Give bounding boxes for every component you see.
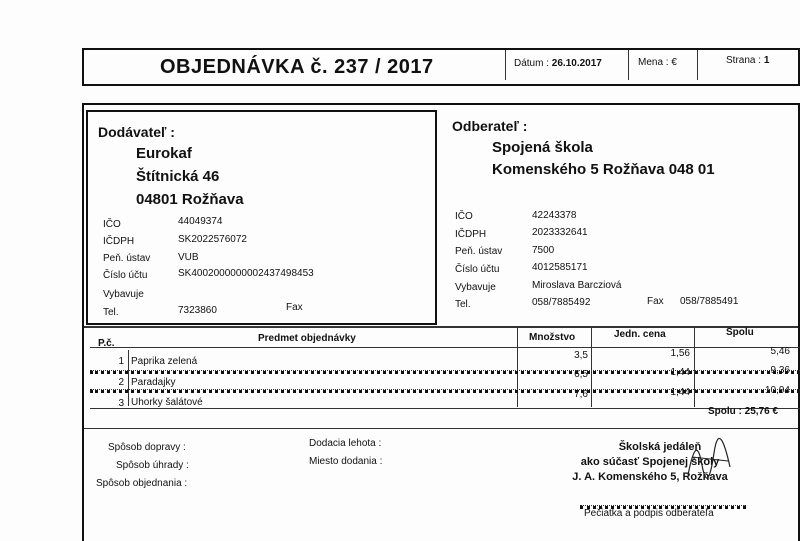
- total-separator-line: [84, 428, 798, 429]
- customer-name: Spojená škola: [492, 139, 593, 156]
- customer-icdph-value: 2023332641: [532, 227, 588, 238]
- date-value: 26.10.2017: [551, 58, 602, 69]
- stamp-line-2: ako súčasť Spojenej školy: [580, 456, 720, 468]
- table-row-3-total: 10,94: [764, 385, 790, 396]
- supplier-icdph-value: SK2022576072: [178, 234, 247, 245]
- header-divider: [628, 50, 629, 80]
- payment-label: Spôsob úhrady :: [116, 460, 189, 471]
- customer-account-label: Číslo účtu: [455, 264, 500, 275]
- table-row-3-item: Uhorky šalátové: [131, 397, 203, 408]
- supplier-contact-label: Vybavuje: [103, 289, 144, 300]
- col-header-qty: Množstvo: [529, 332, 576, 343]
- col-divider-total: [694, 327, 695, 407]
- header-divider: [505, 50, 506, 80]
- signature-scribble: [680, 435, 740, 485]
- customer-address: Komenského 5 Rožňava 048 01: [492, 161, 715, 178]
- delivery-place-label: Miesto dodania :: [309, 456, 383, 467]
- table-row-1-qty: 3,5: [574, 350, 588, 361]
- customer-tel-value: 058/7885492: [532, 297, 591, 308]
- currency-field: [638, 57, 677, 68]
- table-row-3-qty: 7,6: [574, 389, 588, 400]
- supplier-tel-value: 7323860: [178, 305, 217, 316]
- col-divider-no: [128, 350, 129, 406]
- customer-tel-label: Tel.: [455, 299, 471, 310]
- table-row-1-item: Paprika zelená: [131, 356, 198, 367]
- supplier-tel-label: Tel.: [103, 307, 119, 318]
- col-header-total: Spolu: [726, 327, 754, 338]
- customer-ico-value: 42243378: [532, 210, 577, 221]
- grand-total: [708, 406, 778, 417]
- table-row-1-price: 1,56: [670, 348, 690, 359]
- table-row-1-total: 5,46: [770, 346, 790, 357]
- delivery-place-label-text: Miesto dodania: [309, 456, 377, 467]
- col-divider-price: [591, 327, 592, 407]
- payment-label-text: Spôsob úhrady: [116, 460, 184, 471]
- table-row-2-item: Paradajky: [131, 377, 176, 388]
- table-row-2-price: 1,44: [670, 367, 690, 378]
- supplier-account-label: Číslo účtu: [103, 270, 148, 281]
- table-row-3-price: 1,44: [670, 387, 690, 398]
- supplier-name: Eurokaf: [136, 145, 192, 162]
- supplier-account-value: SK4002000000002437498453: [178, 268, 314, 279]
- customer-bank-label: Peň. ústav: [455, 246, 503, 257]
- signature-label: Pečiatka a podpis odberateľa: [584, 508, 714, 519]
- col-header-item: Predmet objednávky: [258, 333, 356, 344]
- col-header-price: Jedn. cena: [614, 329, 666, 340]
- stamp-line-1: Školská jedáleň: [618, 441, 702, 453]
- table-row-2-total: 9,36: [770, 365, 790, 376]
- transport-label: Spôsob dopravy :: [108, 442, 186, 453]
- grand-total-value: 25,76 €: [744, 406, 779, 417]
- table-row-1-no: 1: [118, 356, 124, 367]
- stamp-line-3: J. A. Komenského 5, Rožňava: [572, 471, 728, 483]
- customer-contact-label: Vybavuje: [455, 282, 496, 293]
- grand-total-label: Spolu :: [708, 406, 742, 417]
- currency-label: Mena :: [638, 57, 669, 68]
- supplier-heading: Dodávateľ :: [98, 124, 175, 140]
- table-row-2-no: 2: [118, 377, 124, 388]
- customer-contact-value: Miroslava Barcziová: [532, 280, 622, 291]
- page-value: 1: [763, 55, 770, 66]
- col-divider-qty: [517, 327, 518, 407]
- signature-line: [580, 505, 746, 509]
- col-header-no: P.č.: [98, 338, 115, 349]
- supplier-city: 04801 Rožňava: [136, 191, 244, 208]
- customer-fax-label: Fax: [647, 296, 664, 307]
- ordering-label-text: Spôsob objednania: [96, 478, 182, 489]
- supplier-bank-label: Peň. ústav: [103, 253, 151, 264]
- supplier-icdph-label: IČDPH: [103, 236, 135, 247]
- supplier-ico-label: IČO: [103, 219, 121, 230]
- customer-icdph-label: IČDPH: [455, 229, 487, 240]
- transport-label-text: Spôsob dopravy: [108, 442, 181, 453]
- supplier-bank-value: VUB: [178, 252, 199, 263]
- page-label: Strana :: [726, 55, 762, 66]
- customer-ico-label: IČO: [455, 211, 473, 222]
- currency-value: €: [671, 57, 677, 68]
- table-row-3-no: 3: [118, 398, 124, 409]
- order-title: OBJEDNÁVKA č. 237 / 2017: [160, 56, 434, 78]
- customer-account-value: 4012585171: [532, 262, 588, 273]
- table-row-2-qty: 6,5: [574, 369, 588, 380]
- row-separator: [90, 389, 800, 393]
- customer-fax-value: 058/7885491: [680, 296, 739, 307]
- supplier-fax-label: Fax: [286, 302, 303, 313]
- customer-heading: Odberateľ :: [452, 118, 528, 134]
- table-bottom-line: [90, 408, 800, 409]
- ordering-label: Spôsob objednania :: [96, 478, 188, 489]
- date-field: [514, 58, 602, 69]
- table-top-line: [84, 326, 798, 328]
- row-separator: [90, 370, 800, 374]
- date-label: Dátum :: [514, 58, 550, 69]
- customer-bank-value: 7500: [532, 245, 555, 256]
- header-divider: [697, 50, 698, 80]
- supplier-ico-value: 44049374: [178, 216, 223, 227]
- delivery-term-label-text: Dodacia lehota: [309, 438, 376, 449]
- delivery-term-label: Dodacia lehota :: [309, 438, 382, 449]
- page-field: [726, 55, 769, 66]
- supplier-street: Štítnická 46: [136, 168, 220, 185]
